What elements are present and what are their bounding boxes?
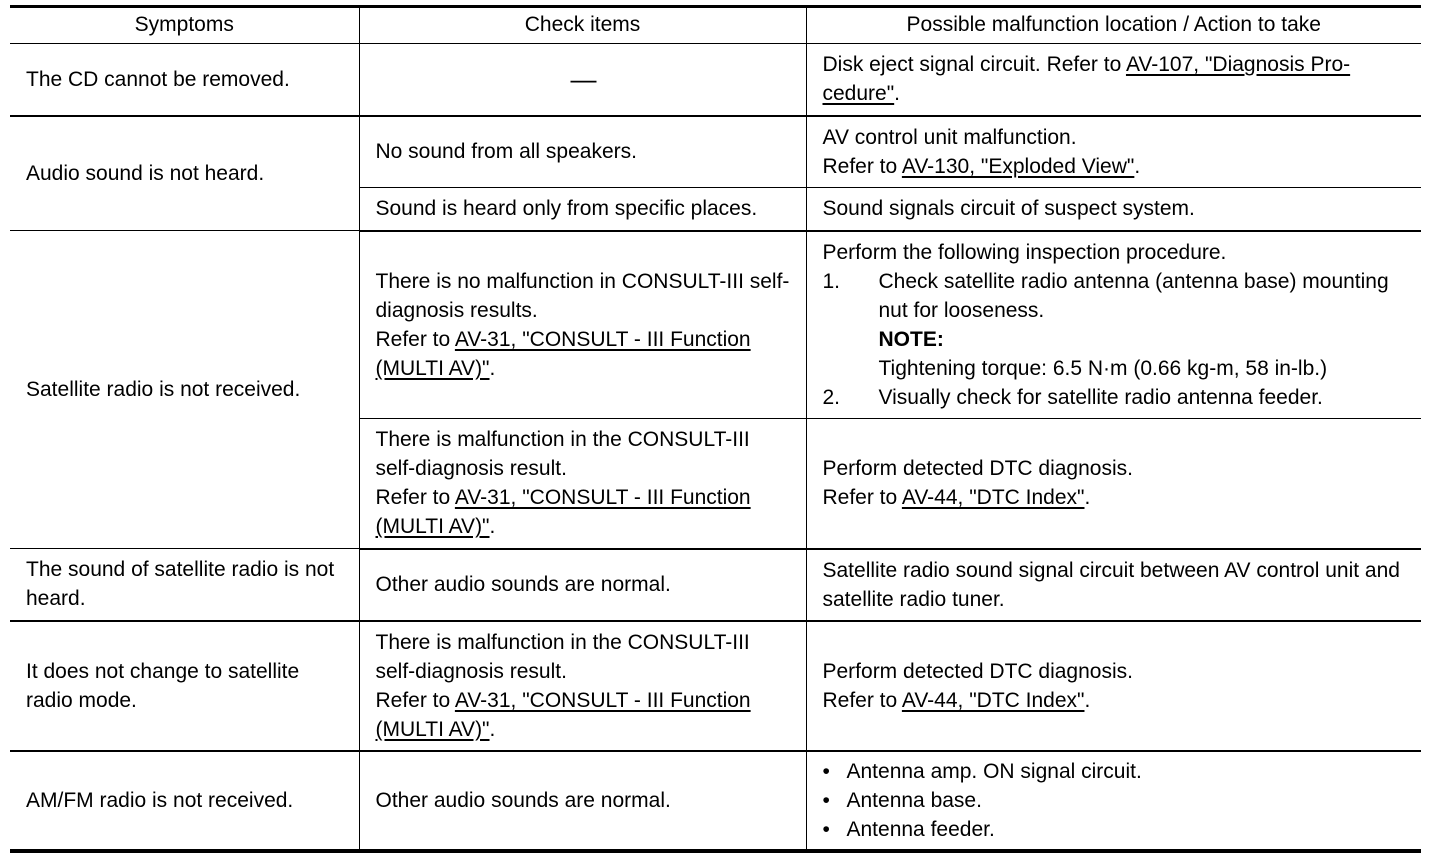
step-text: Check satellite radio antenna (antenna base) mounting nut for looseness. <box>878 269 1389 322</box>
consult-function-link[interactable]: AV-31, "CONSULT - III Function (MULTI AV)" <box>375 327 751 380</box>
action-cell: Sound signals circuit of suspect system. <box>806 188 1421 231</box>
action-end: . <box>1084 486 1091 510</box>
action-line: Perform detected DTC diagnosis. <box>822 457 1133 481</box>
table-row <box>10 116 1421 188</box>
check-ref-prefix: Refer to <box>375 688 455 712</box>
action-text: Refer to <box>822 154 902 178</box>
check-end: . <box>489 515 496 539</box>
header-check-items: Check items <box>359 7 806 44</box>
bullet-icon: • <box>822 817 830 841</box>
table-row <box>10 549 1421 621</box>
action-line: AV control unit malfunction. <box>822 125 1077 149</box>
check-cell <box>359 419 806 549</box>
table-row <box>10 621 1421 751</box>
check-cell: Other audio sounds are normal. <box>359 549 806 621</box>
check-cell <box>359 621 806 751</box>
diagnosis-procedure-link[interactable]: AV-107, "Diagnosis Pro-cedure" <box>822 53 1351 106</box>
check-cell <box>359 231 806 419</box>
step-body <box>879 267 1408 383</box>
action-cell <box>806 751 1421 851</box>
symptom-cell: It does not change to satellite radio mode. <box>10 621 359 751</box>
check-ref-prefix: Refer to <box>375 327 455 351</box>
symptom-cell: Audio sound is not heard. <box>10 116 359 231</box>
action-text: Refer to <box>822 486 902 510</box>
bullet-list <box>823 757 1408 844</box>
bullet-text: Antenna amp. ON signal circuit. <box>846 759 1142 783</box>
step-text: Visually check for satellite radio antenna feeder. <box>878 385 1323 409</box>
table-row <box>10 751 1421 851</box>
step-number: 2. <box>822 385 841 409</box>
bullet-text: Antenna feeder. <box>846 817 995 841</box>
exploded-view-link[interactable]: AV-130, "Exploded View" <box>901 154 1135 178</box>
check-text: There is no malfunction in CONSULT-III self-diagnosis results. <box>375 269 790 322</box>
check-end: . <box>489 717 496 741</box>
action-end: . <box>894 82 901 106</box>
check-text: There is malfunction in the CONSULT-III self-diagnosis result. <box>375 630 750 683</box>
check-cell: Sound is heard only from specific places. <box>359 188 806 231</box>
bullet-text: Antenna base. <box>846 788 982 812</box>
symptom-cell: AM/FM radio is not received. <box>10 751 359 851</box>
action-end: . <box>1084 688 1091 712</box>
check-ref-prefix: Refer to <box>375 486 455 510</box>
action-line: Perform detected DTC diagnosis. <box>822 659 1133 683</box>
note-label: NOTE: <box>878 327 944 351</box>
consult-function-link[interactable]: AV-31, "CONSULT - III Function (MULTI AV)" <box>375 688 751 741</box>
step-number: 1. <box>822 269 841 293</box>
check-ref <box>376 325 792 383</box>
header-row <box>10 7 1421 44</box>
check-end: . <box>489 356 496 380</box>
symptom-cell: The CD cannot be removed. <box>10 44 359 116</box>
action-cell <box>806 231 1421 419</box>
action-cell: Satellite radio sound signal circuit between AV control unit and satellite radio tuner. <box>806 549 1421 621</box>
check-cell: No sound from all speakers. <box>359 116 806 188</box>
action-end: . <box>1134 154 1141 178</box>
check-cell: Other audio sounds are normal. <box>359 751 806 851</box>
check-ref <box>376 483 792 541</box>
inspection-steps <box>823 267 1408 412</box>
check-ref <box>376 686 792 744</box>
dtc-index-link[interactable]: AV-44, "DTC Index" <box>901 688 1085 712</box>
action-cell <box>806 419 1421 549</box>
check-cell: — <box>359 44 806 116</box>
bullet-icon: • <box>822 759 830 783</box>
note-text: Tightening torque: 6.5 N·m (0.66 kg-m, 58 in-lb.) <box>878 356 1328 380</box>
action-cell <box>806 44 1421 116</box>
action-intro: Perform the following inspection procedure. <box>822 240 1227 264</box>
dtc-index-link[interactable]: AV-44, "DTC Index" <box>901 486 1085 510</box>
action-text: Refer to <box>822 688 902 712</box>
action-cell <box>806 116 1421 188</box>
check-text: There is malfunction in the CONSULT-III self-diagnosis result. <box>375 428 750 481</box>
list-item <box>823 786 1408 815</box>
list-item <box>823 757 1408 786</box>
consult-function-link[interactable]: AV-31, "CONSULT - III Function (MULTI AV)" <box>375 486 751 539</box>
list-item <box>823 383 1408 412</box>
header-symptoms: Symptoms <box>10 7 359 44</box>
header-action: Possible malfunction location / Action to take <box>806 7 1421 44</box>
symptom-cell: The sound of satellite radio is not heard. <box>10 549 359 621</box>
diagnosis-table <box>10 5 1421 853</box>
table-row <box>10 44 1421 116</box>
bullet-icon: • <box>822 788 830 812</box>
list-item <box>823 815 1408 844</box>
table-row <box>10 231 1421 419</box>
action-cell <box>806 621 1421 751</box>
action-text: Disk eject signal circuit. Refer to <box>822 53 1126 77</box>
list-item <box>823 267 1408 383</box>
symptom-cell: Satellite radio is not received. <box>10 231 359 549</box>
